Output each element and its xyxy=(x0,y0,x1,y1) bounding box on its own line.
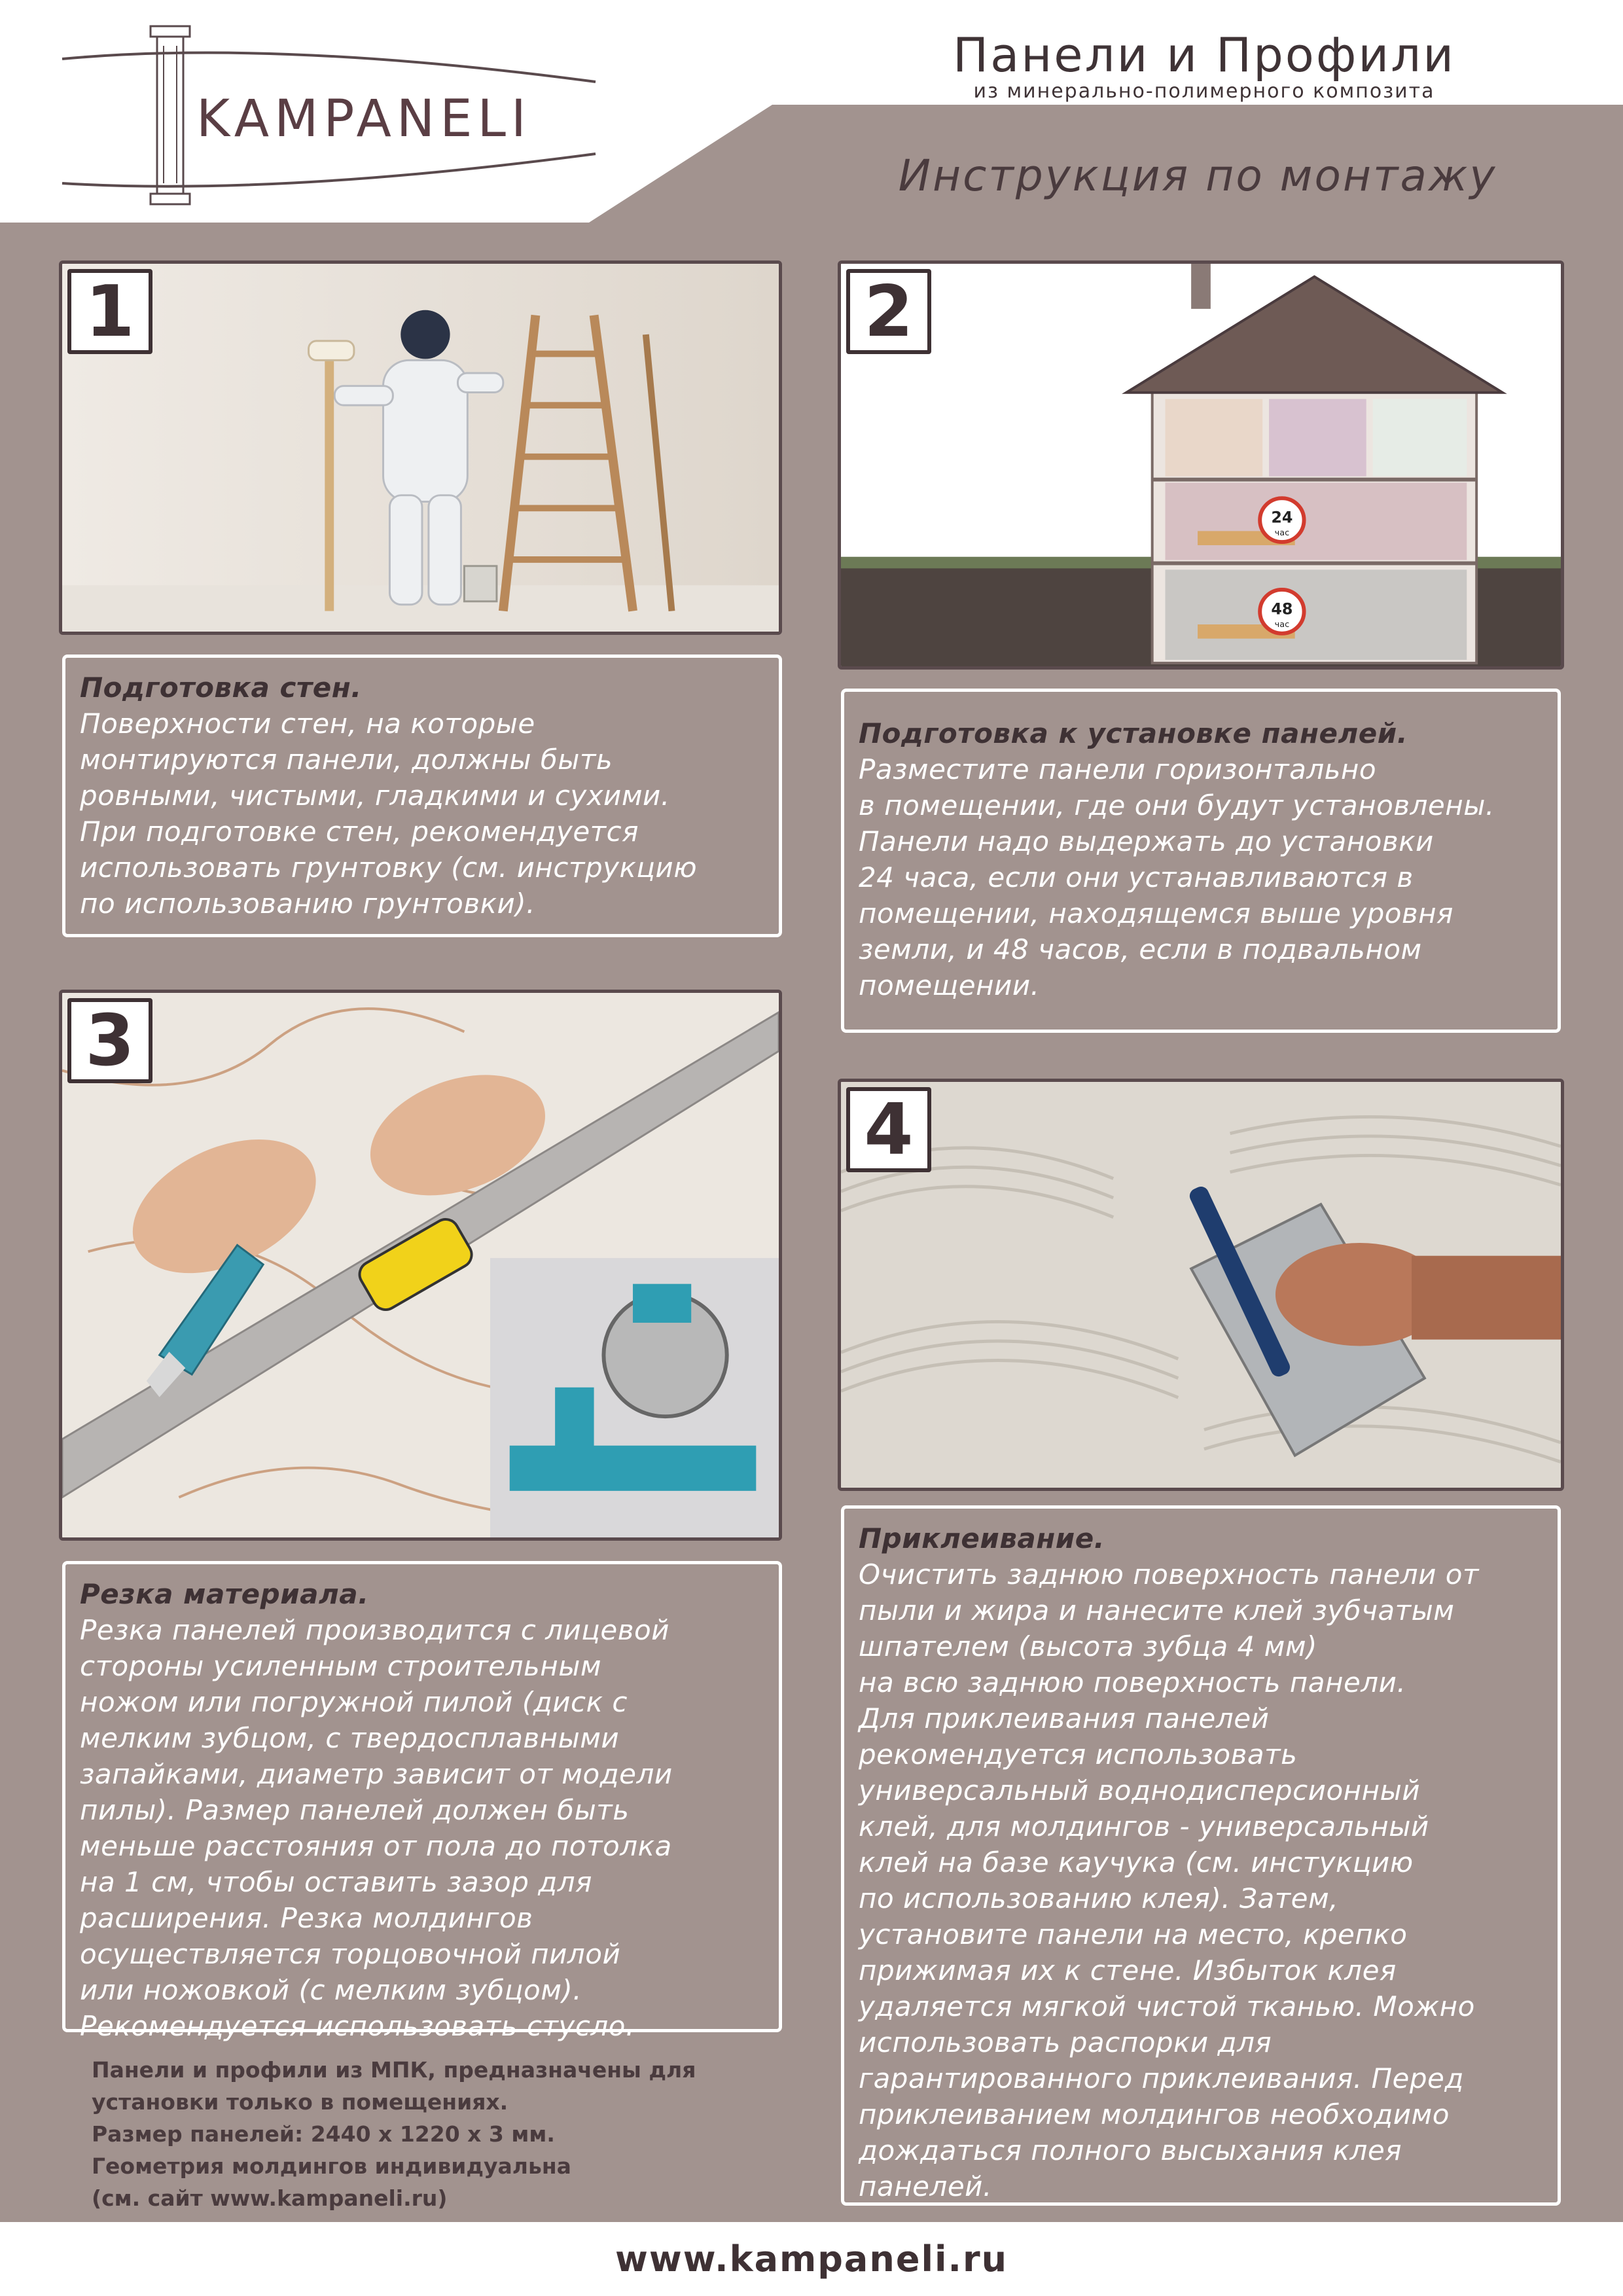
step-2-textbox xyxy=(841,689,1561,1033)
step-2-photo xyxy=(838,260,1564,670)
step-1-number: 1 xyxy=(67,269,152,354)
brand-name: KAMPANELI xyxy=(196,90,531,149)
step-1-photo xyxy=(59,260,782,635)
sign-48-unit: час xyxy=(1274,620,1290,630)
step-4-text: Очистить заднюю поверхность панели от пыли и жира и нанесите клей зубчатым шпателем (высота зубца 4 мм) на всю заднюю поверхность панели. Для приклеивания панелей рекомендуется использовать универсальный воднодисперсионный клей, для молдингов - универсальный клей на базе каучука (см. инстукцию по использованию клея). Затем, установите панели на место, крепко прижимая их к стене. Избыток клея удаляется мягкой чистой тканью. Можно использовать распорки для гарантированного приклеивания. Перед приклеиванием молдингов необходимо дождаться полного высыхания клея панелей. xyxy=(859,1558,1479,2202)
step-3-number: 3 xyxy=(67,998,152,1083)
step-1-text: Поверхности стен, на которые монтируются панели, должны быть ровными, чистыми, гладкими и сухими. При подготовке стен, рекомендуется использовать грунтовку (см. инструкцию по использованию грунтовки). xyxy=(80,708,698,920)
step-3-text: Резка панелей производится с лицевой стороны усиленным строительным ножом или погружной пилой (диск с мелким зубцом, с твердосплавными запайками, диаметр зависит от модели пилы). Размер панелей должен быть меньше расстояния от пола до потолка на 1 см, чтобы оставить зазор для расширения. Резка молдингов осуществляется торцовочной пилой или ножовкой (с мелким зубцом). Рекомендуется использовать стусло. xyxy=(80,1614,673,2042)
sign-48-value: 48 xyxy=(1271,600,1293,619)
step-4-number: 4 xyxy=(846,1087,931,1172)
document-title: Инструкция по монтажу xyxy=(898,151,1497,201)
step-2-text: Разместите панели горизонтально в помещении, где они будут установлены. Панели надо выдержать до установки 24 часа, если они устанавливаются в помещении, находящемся выше уровня земли, и 48 часов, если в подвальном помещении. xyxy=(859,753,1495,1001)
sign-24-value: 24 xyxy=(1271,508,1293,527)
step-2-number: 2 xyxy=(846,269,931,354)
step-1-textbox xyxy=(62,655,782,937)
step-3-textbox xyxy=(62,1561,782,2042)
step-4-textbox xyxy=(841,1505,1561,2206)
step-2-heading: Подготовка к установке панелей. xyxy=(859,717,1408,749)
footer-website-link[interactable]: www.kampaneli.ru xyxy=(615,2238,1008,2280)
product-footnote: Панели и профили из МПК, предназначены для установки только в помещениях. Размер панелей: 2440 х 1220 х 3 мм. Геометрия молдингов индивидуальна (см. сайт www.kampaneli.ru) xyxy=(92,2057,696,2211)
brand-subtitle: из минерально-полимерного композита xyxy=(973,80,1435,103)
brand-title: Панели и Профили xyxy=(952,27,1456,82)
step-4-photo xyxy=(838,1079,1564,1491)
sign-24-unit: час xyxy=(1274,528,1290,539)
step-3-photo xyxy=(59,990,782,1541)
step-3-heading: Резка материала. xyxy=(80,1578,369,1610)
kampaneli-logo xyxy=(59,20,635,216)
step-4-heading: Приклеивание. xyxy=(859,1522,1105,1554)
step-1-heading: Подготовка стен. xyxy=(80,672,362,704)
